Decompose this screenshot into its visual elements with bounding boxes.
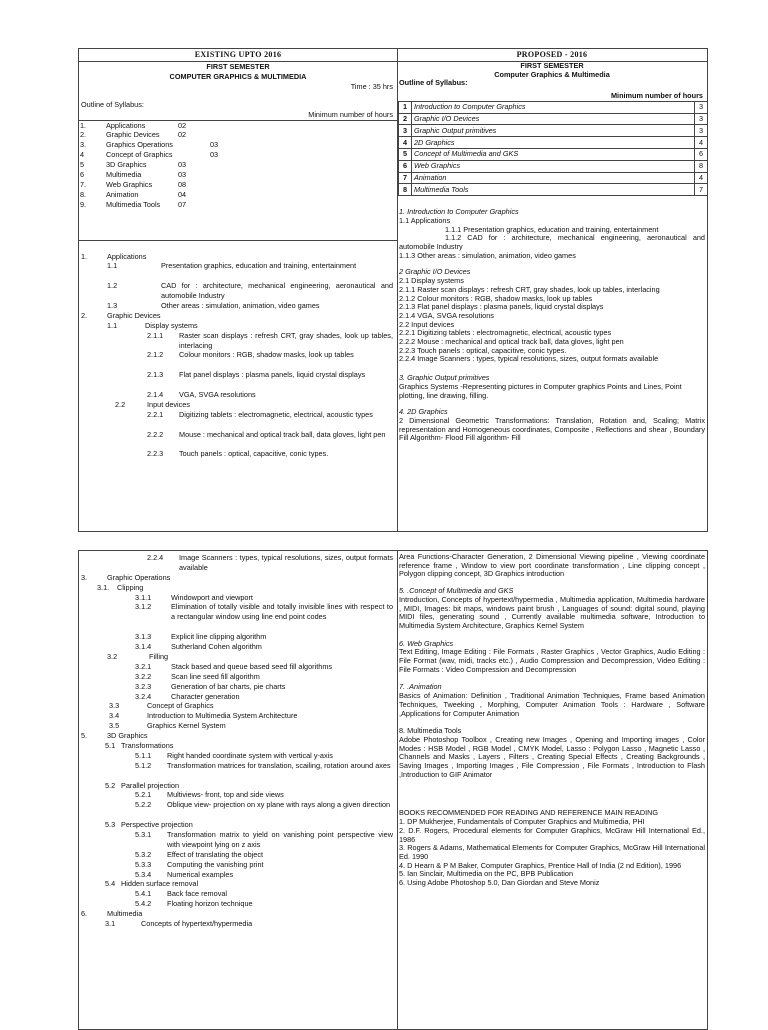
left-topic-box <box>79 120 398 241</box>
syllabus-table-page-2 <box>78 550 708 1030</box>
detail-line: 3.5 Graphics Kernel System <box>109 721 226 731</box>
detail-line: 5.3.1 Transformation matrix to yield on vanishing point perspective view with viewpoint lying on z axis <box>135 830 393 849</box>
table-row: 1 Introduction to Computer Graphics 3 <box>399 101 708 113</box>
syllabus-table-page-1 <box>78 48 708 532</box>
proposed-line: 2.1.1 Raster scan displays : refresh CRT, gray shades, look up tables, interlacing <box>399 284 660 294</box>
detail-line: 1.3 Other areas : simulation, animation, video games <box>107 301 320 311</box>
detail-line: 2. Graphic Devices <box>81 310 161 320</box>
proposed-section-1-title: 1. Introduction to Computer Graphics <box>399 207 519 217</box>
detail-line: 6. Multimedia <box>81 909 143 919</box>
proposed-section-5-title: 5. .Concept of Multimedia and GKS <box>399 586 514 596</box>
proposed-paragraph: Text Editing, Image Editing : File Formats , Raster Graphics , Vector Graphics, Audio Editing : File Format (wav, midi, tracks etc.) , Audio Compression and Decompression, Video Editing : File Formats : Video Compression and Decompression <box>399 647 705 674</box>
detail-line: 3.2.3 Generation of bar charts, pie charts <box>135 681 286 691</box>
detail-line: 2.1.4 VGA, SVGA resolutions <box>147 390 256 400</box>
existing-column-continued <box>79 551 398 1029</box>
left-course: COMPUTER GRAPHICS & MULTIMEDIA <box>169 71 307 81</box>
proposed-line: 2.1.3 Flat panel displays : plasma panels, liquid crystal displays <box>399 302 604 312</box>
existing-column <box>79 49 398 531</box>
detail-line: 3.4 Introduction to Multimedia System Architecture <box>109 711 298 721</box>
detail-line: 5.2 Parallel projection <box>105 780 180 790</box>
book-item: 1. DP Mukherjee, Fundamentals of Computer Graphics and Multimedia, PHI <box>399 817 645 827</box>
detail-line: 5.4.1 Back face removal <box>135 889 228 899</box>
right-min-hours: Minimum number of hours <box>610 91 703 101</box>
left-outline: Outline of Syllabus: <box>81 99 144 109</box>
proposed-section-4-title: 4. 2D Graphics <box>399 407 448 417</box>
detail-line: 2.2.1 Digitizing tablets : electromagnetic, electrical, acoustic types <box>147 409 373 419</box>
detail-line: 3.2.1 Stack based and queue based seed fill algorithms <box>135 661 333 671</box>
detail-line: 3.1.1 Windowport and viewport <box>135 592 253 602</box>
detail-line: 5.3.2 Effect of translating the object <box>135 849 263 859</box>
detail-line: 2.2.4 Image Scanners : types, typical resolutions, sizes, output formats available <box>147 553 393 572</box>
proposed-line: 1.1.2 CAD for : architecture, mechanical engineering, aeronautical and automobile Industry <box>399 233 705 251</box>
detail-line: 5.3 Perspective projection <box>105 820 193 830</box>
proposed-header: PROPOSED - 2016 <box>397 49 707 62</box>
detail-line: 3.1 Concepts of hypertext/hypermedia <box>105 919 253 929</box>
proposed-column <box>397 49 707 531</box>
detail-line: 1.2 CAD for : architecture, mechanical engineering, aeronautical and automobile Industry <box>107 281 393 301</box>
detail-line: 1. Applications <box>81 251 147 261</box>
proposed-section-8-title: 8. Multimedia Tools <box>399 726 462 736</box>
detail-line: 3.1. Clipping <box>97 582 144 592</box>
topic-row: 6 Multimedia 03 <box>80 169 187 179</box>
detail-line: 3.1.4 Sutherland Cohen algorithm <box>135 642 262 652</box>
book-item: 6. Using Adobe Photoshop 5.0, Dan Giordan and Steve Moniz <box>399 878 600 888</box>
proposed-column-continued <box>397 551 707 1029</box>
detail-line: 2.2.3 Touch panels : optical, capacitive, conic types. <box>147 449 329 459</box>
topic-row: 7. Web Graphics 08 <box>80 179 187 189</box>
proposed-paragraph: 2 Dimensional Geometric Transformations: Translation, Rotation and, Scaling; Matrix representation and Homogeneous coordinates, Composite , Reflections and shear , Boundary Fill Algorithm- Flood Fill algorithm- Fill <box>399 415 705 443</box>
right-course: Computer Graphics & Multimedia <box>494 69 610 79</box>
topic-row: 3. Graphics Operations 03 <box>80 140 219 150</box>
detail-line: 5. 3D Graphics <box>81 731 148 741</box>
proposed-line: 1.1 Applications <box>399 215 451 225</box>
detail-line: 5.3.4 Numerical examples <box>135 869 234 879</box>
proposed-line: 2.1.2 Colour monitors : RGB, shadow masks, look up tables <box>399 293 593 303</box>
detail-line: 2.1.1 Raster scan displays : refresh CRT, gray shades, look up tables, interlacing <box>147 330 393 350</box>
detail-line: 2.1.3 Flat panel displays : plasma panels, liquid crystal displays <box>147 370 366 380</box>
table-row: 6 Web Graphics 8 <box>399 160 708 172</box>
proposed-line: 2.2.3 Touch panels : optical, capacitive, conic types. <box>399 345 567 355</box>
book-item: 2. D.F. Rogers, Procedural elements for Computer Graphics, McGraw Hill International Ed., 1986 <box>399 825 705 844</box>
topic-row: 9. Multimedia Tools 07 <box>80 199 187 209</box>
proposed-line: 2.2.1 Digitizing tablets : electromagnetic, electrical, acoustic types <box>399 328 612 338</box>
detail-line: 5.2.1 Multiviews- front, top and side views <box>135 790 284 800</box>
detail-line: 5.4 Hidden surface removal <box>105 879 199 889</box>
topic-row: 4 Concept of Graphics 03 <box>80 150 219 160</box>
proposed-paragraph: Adobe Photoshop Toolbox , Creating new Images , Opening and Importing images , Color Modes : HSB Model , RGB Model , CMYK Model, Lasso : Polygon Lasso , Magnetic Lasso , Channels and Masks , Layers , Filters , Creating Special Effects , Creating Backgrounds , Saving Images , Importing Images , File Compression , File Formats , Introduction to Flash ,Introduction to GIF Animator <box>399 734 705 779</box>
topic-row: 8. Animation 04 <box>80 189 187 199</box>
proposed-line: 2.2.4 Image Scanners : types, typical resolutions, sizes, output formats available <box>399 354 659 364</box>
table-row: 3 Graphic Output primitives 3 <box>399 125 708 137</box>
table-row: 8 Multimedia Tools 7 <box>399 184 708 196</box>
table-row: 5 Concept of Multimedia and GKS 6 <box>399 149 708 161</box>
proposed-line: 1.1.1 Presentation graphics, education and training, entertainment <box>445 224 659 234</box>
proposed-paragraph: Area Functions-Character Generation, 2 Dimensional Viewing pipeline , Viewing coordinate reference frame , Window to view port coordinate transformation , Line clipping concept , Polygon clipping concept, 3D Graphics introduction <box>399 552 705 579</box>
right-semester: FIRST SEMESTER <box>520 61 584 70</box>
book-item: 3. Rogers & Adams, Mathematical Elements for Computer Graphics, McGraw Hill International Ed. 1990 <box>399 843 705 861</box>
detail-line: 5.1.2 Transformation matrices for translation, scailing, rotation around axes <box>135 760 391 770</box>
proposed-section-3-title: 3. Graphic Output primitives <box>399 373 490 383</box>
table-row: 4 2D Graphics 4 <box>399 137 708 149</box>
detail-line: 3.1.3 Explicit line clipping algorithm <box>135 632 267 642</box>
detail-line: 5.4.2 Floating horizon technique <box>135 899 253 909</box>
detail-line: 3.2 Filling <box>107 651 169 661</box>
detail-line: 2.2.2 Mouse : mechanical and optical track ball, data gloves, light pen <box>147 429 386 439</box>
left-semester: FIRST SEMESTER <box>206 62 270 71</box>
book-item: 5. Ian Sinclair, Multimedia on the PC, BPB Publication <box>399 869 573 879</box>
right-outline: Outline of Syllabus: <box>399 78 468 88</box>
proposed-section-7-title: 7. .Animation <box>399 682 442 692</box>
proposed-line: 2.2.2 Mouse : mechanical and optical track ball, data gloves, light pen <box>399 337 624 347</box>
proposed-section-6-title: 6. Web Graphics <box>399 638 454 648</box>
existing-header: EXISTING UPTO 2016 <box>79 49 397 62</box>
proposed-line: 2.2 Input devices <box>399 319 455 329</box>
detail-line: 3.2.2 Scan line seed fill algorithm <box>135 671 260 681</box>
proposed-line: 2.1.4 VGA, SVGA resolutions <box>399 310 494 320</box>
left-time: Time : 35 hrs <box>350 81 393 91</box>
books-heading: BOOKS RECOMMENDED FOR READING AND REFERENCE MAIN READING <box>399 808 659 818</box>
book-item: 4. D Hearn & P M Baker, Computer Graphics, Prentice Hall of India (2 nd Edition), 1996 <box>399 860 682 870</box>
proposed-line: 1.1.3 Other areas : simulation, animation, video games <box>399 250 576 260</box>
detail-line: 3.3 Concept of Graphics <box>109 701 214 711</box>
detail-line: 5.2.2 Oblique view- projection on xy plane with rays along a given direction <box>135 800 391 810</box>
topic-row: 5 3D Graphics 03 <box>80 160 187 170</box>
proposed-paragraph: Introduction, Concepts of hypertext/hypermedia , Multimedia application, Multimedia hardware , MIDI, Images: bit maps, windows paint brush , Languages of sound: digital sound, playing MIDI files, generating sound , Currently available multimedia software, Introduction to Multimedia System Architecture, Graphics Kernel System <box>399 594 705 630</box>
detail-line: 1.1 Display systems <box>107 320 198 330</box>
table-row: 2 Graphic I/O Devices 3 <box>399 113 708 125</box>
detail-line: 5.3.3 Computing the vanishing print <box>135 859 264 869</box>
topic-row: 2. Graphic Devices 02 <box>80 130 187 140</box>
proposed-topic-table <box>398 101 707 196</box>
proposed-paragraph: Graphics Systems -Representing pictures in Computer graphics Points and Lines, Point plotting, line drawing, filling. <box>399 381 682 400</box>
detail-line: 2.2 Input devices <box>115 399 190 409</box>
detail-line: 3.2.4 Character generation <box>135 691 240 701</box>
detail-line: 2.1.2 Colour monitors : RGB, shadow masks, look up tables <box>147 350 354 360</box>
detail-line: 3.1.2 Elimination of totally visible and totally invisible lines with respect to a rectangular window using line end point codes <box>135 602 393 622</box>
proposed-line: 2.1 Display systems <box>399 276 464 286</box>
topic-row: 1. Applications 02 <box>80 120 187 130</box>
table-row: 7 Animation 4 <box>399 172 708 184</box>
proposed-section-2-title: 2 Graphic I/O Devices <box>399 267 471 277</box>
detail-line: 1.1 Presentation graphics, education and training, entertainment <box>107 261 357 271</box>
proposed-paragraph: Basics of Animation: Definition , Traditional Animation Techniques, Frame based Animation Techniques, Tweeking , Morphing, Computer Animation Tools : Hardware , Software ,Applications for Computer Animation <box>399 691 705 718</box>
detail-line: 5.1 Transformations <box>105 740 174 750</box>
left-min-hours: Minimum number of hours <box>308 109 393 119</box>
detail-line: 3. Graphic Operations <box>81 572 171 582</box>
detail-line: 5.1.1 Right handed coordinate system with vertical y-axis <box>135 750 333 760</box>
